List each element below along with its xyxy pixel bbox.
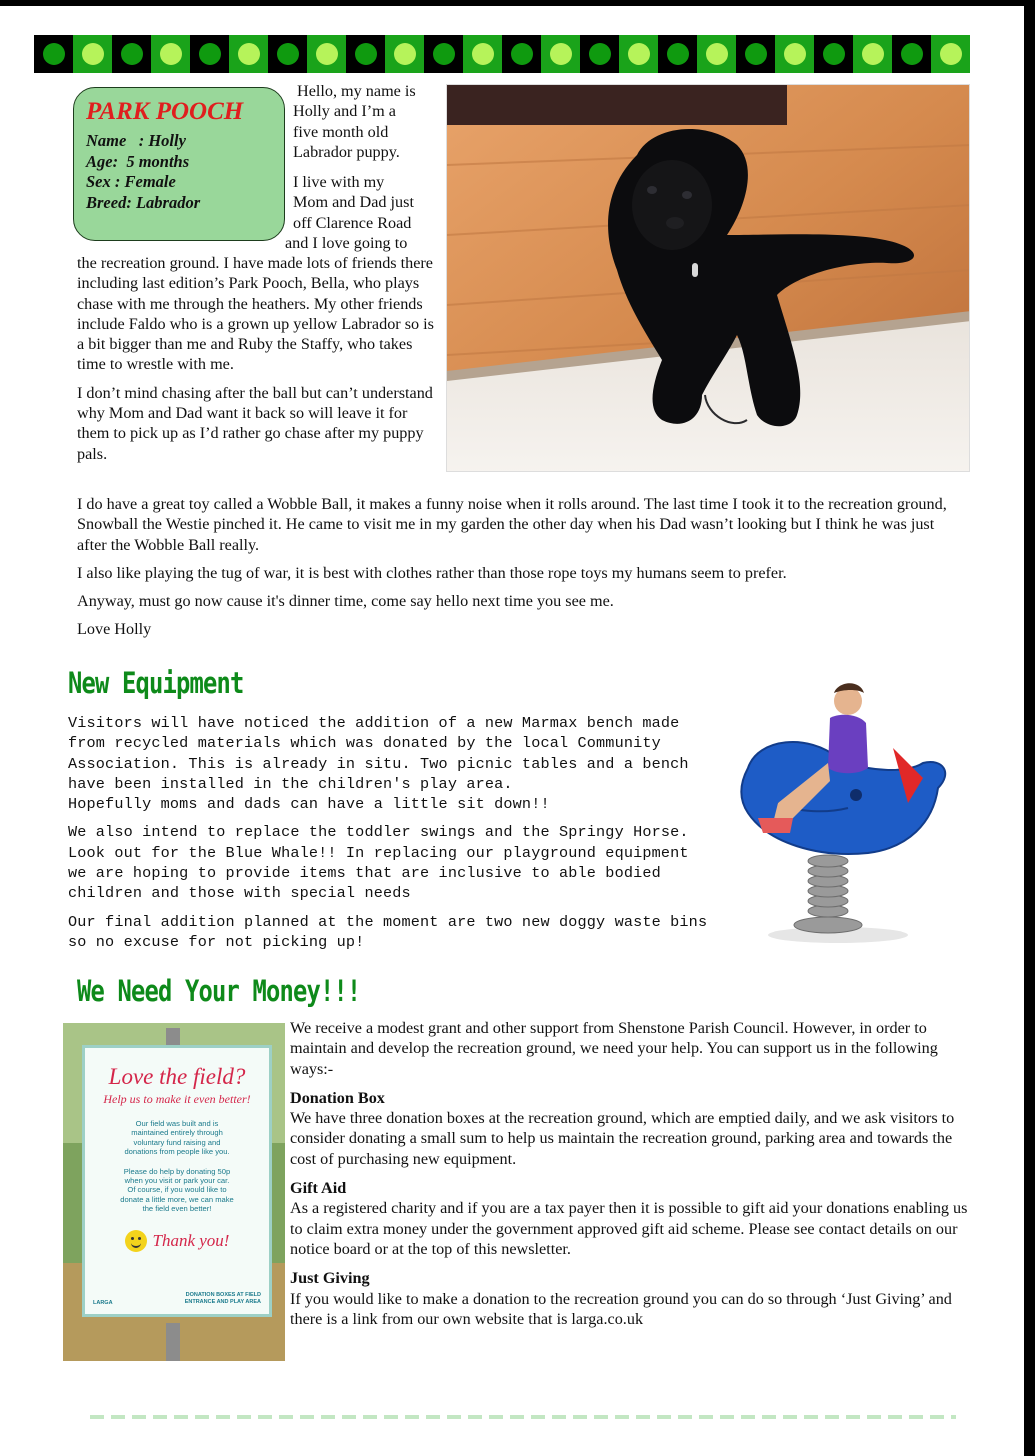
sign-thanks: Thank you! <box>152 1230 230 1250</box>
donation-box-heading: Donation Box <box>290 1088 385 1107</box>
donation-box-text: We have three donation boxes at the recreation ground, which are emptied daily, and we ask visitors to consider donating a small sum to help us maintain the recreation ground, parking area and towards the cost of purchasing new equipment. <box>290 1109 955 1168</box>
sign-line: when you visit or park your car. <box>124 1176 230 1186</box>
sign-line: maintained entirely through <box>131 1128 223 1138</box>
sign-footer-line: DONATION BOXES AT FIELD <box>185 1292 261 1298</box>
labrador-puppy-image <box>447 85 970 472</box>
sign-body-2 <box>85 1167 269 1214</box>
money-intro: We receive a modest grant and other support from Shenstone Parish Council. However, in order to maintain and develop the recreation ground, we need your help. You can support us in the following ways:- <box>290 1019 938 1078</box>
blue-whale-rocker-image <box>718 663 968 953</box>
band-dot <box>190 35 229 73</box>
sign-body-1 <box>85 1119 269 1157</box>
sign-line: Of course, if you would like to <box>127 1185 227 1195</box>
band-dot <box>346 35 385 73</box>
band-dot <box>580 35 619 73</box>
band-dot <box>658 35 697 73</box>
band-dot <box>73 35 112 73</box>
intro-line: Labrador puppy. <box>293 142 400 161</box>
profile-sex: Sex : Female <box>86 172 176 191</box>
p2-line: and I love going to <box>285 233 408 252</box>
band-dot <box>697 35 736 73</box>
profile-breed: Breed: Labrador <box>86 192 201 212</box>
park-pooch-title: PARK POOCH <box>86 98 244 125</box>
decorative-dot-band <box>34 35 970 73</box>
profile-name: Name : Holly <box>86 131 186 150</box>
park-pooch-profile-box <box>73 87 285 241</box>
p2-line: I live with my <box>293 173 385 191</box>
equipment-paragraph: We also intend to replace the toddler swings and the Springy Horse. Look out for the Blue Whale!! In replacing our playground equipment we are hoping to provide items that are inclusive to able bodied children and those with special needs <box>68 823 689 903</box>
gift-aid-heading: Gift Aid <box>290 1179 347 1198</box>
profile-age: Age: 5 months <box>86 151 190 171</box>
money-heading: We Need Your Money!!! <box>77 974 361 1008</box>
band-dot <box>502 35 541 73</box>
money-body <box>290 1018 980 1329</box>
story-intro <box>293 81 445 162</box>
band-dot <box>931 35 970 73</box>
sign-line: Our field was built and is <box>135 1119 219 1128</box>
sign-title: Love the field? <box>108 1064 246 1089</box>
gift-aid-text: As a registered charity and if you are a tax payer then it is possible to gift aid your donations enabling us to claim extra money under the government approved gift aid scheme. Please see contact details on our notice board or at the top of this newsletter. <box>290 1199 968 1258</box>
story-signoff: Love Holly <box>77 620 152 639</box>
band-dot <box>814 35 853 73</box>
story-p2-narrow <box>285 172 445 253</box>
sign-line: Please do help by donating 50p <box>123 1166 231 1176</box>
equipment-paragraph: Visitors will have noticed the addition of a new Marmax bench made from recycled materials which was donated by the local Community Association. This is already in situ. Two picnic tables and a bench have been installed in the children's play area. <box>68 714 689 793</box>
sign-line: voluntary fund raising and <box>133 1137 221 1147</box>
sign-footer-left: LARGA <box>93 1300 113 1306</box>
sign-thanks-row <box>85 1230 269 1252</box>
band-dot <box>385 35 424 73</box>
dashed-divider <box>90 1415 956 1419</box>
intro-line: five month old <box>293 122 389 141</box>
story-paragraph: Anyway, must go now cause it's dinner time, come say hello next time you see me. <box>77 592 614 611</box>
band-dot <box>619 35 658 73</box>
just-giving-heading: Just Giving <box>290 1269 370 1288</box>
puppy-photo <box>446 84 970 472</box>
band-dot <box>892 35 931 73</box>
band-dot <box>268 35 307 73</box>
new-equipment-heading: New Equipment <box>68 666 244 700</box>
band-dot <box>541 35 580 73</box>
story-body-left <box>77 253 439 464</box>
band-dot <box>853 35 892 73</box>
story-paragraph: I don’t mind chasing after the ball but can’t understand why Mom and Dad want it back so will leave it for them to pick up as I’d rather go chase after my puppy pals. <box>77 383 433 463</box>
just-giving-text: If you would like to make a donation to the recreation ground you can do so through ‘Just Giving’ and there is a link from our own website that is larga.co.uk <box>290 1289 952 1328</box>
notice-sign <box>82 1045 272 1317</box>
p2-line: off Clarence Road <box>293 213 412 232</box>
intro-line: Holly and I’m a <box>293 102 396 121</box>
love-the-field-sign-photo <box>63 1023 285 1361</box>
smiley-icon <box>125 1230 147 1252</box>
whale-rocker-illustration <box>718 663 968 953</box>
band-dot <box>424 35 463 73</box>
band-dot <box>112 35 151 73</box>
equipment-paragraph: Hopefully moms and dads can have a little sit down!! <box>68 795 550 814</box>
sign-line: donations from people like you. <box>124 1147 230 1157</box>
band-dot <box>307 35 346 73</box>
p2-line: Mom and Dad just <box>293 193 414 212</box>
band-dot <box>229 35 268 73</box>
story-paragraph: I also like playing the tug of war, it is best with clothes rather than those rope toys my humans seem to prefer. <box>77 563 787 582</box>
sign-subtitle: Help us to make it even better! <box>103 1092 251 1106</box>
story-paragraph: I do have a great toy called a Wobble Ball, it makes a funny noise when it rolls around. The last time I took it to the recreation ground, Snowball the Westie pinched it. He came to visit me in my garden the other day when his Dad wasn’t looking but I think he was just after the Wobble Ball really. <box>77 495 947 554</box>
sign-line: donate a little more, we can make <box>120 1194 234 1204</box>
sign-line: the field even better! <box>142 1204 212 1214</box>
newsletter-page <box>0 6 1024 1456</box>
story-paragraph: the recreation ground. I have made lots of friends there including last edition’s Park Pooch, Bella, who plays chase with me through the heathers. My other friends include Faldo who is a grown up yellow Labrador so is a bit bigger than me and Ruby the Staffy, who takes time to wrestle with me. <box>77 254 434 374</box>
equipment-paragraph: Our final addition planned at the moment are two new doggy waste bins so no excuse for not picking up! <box>68 912 708 951</box>
sign-footer-line: ENTRANCE AND PLAY AREA <box>184 1299 261 1305</box>
band-dot <box>775 35 814 73</box>
band-dot <box>463 35 502 73</box>
equipment-body <box>68 713 713 952</box>
sign-footer <box>93 1292 261 1306</box>
sign-footer-right <box>185 1292 261 1306</box>
intro-line: Hello, my name is <box>297 82 416 100</box>
band-dot <box>736 35 775 73</box>
story-body-wide <box>77 494 957 640</box>
band-dot <box>34 35 73 73</box>
band-dot <box>151 35 190 73</box>
